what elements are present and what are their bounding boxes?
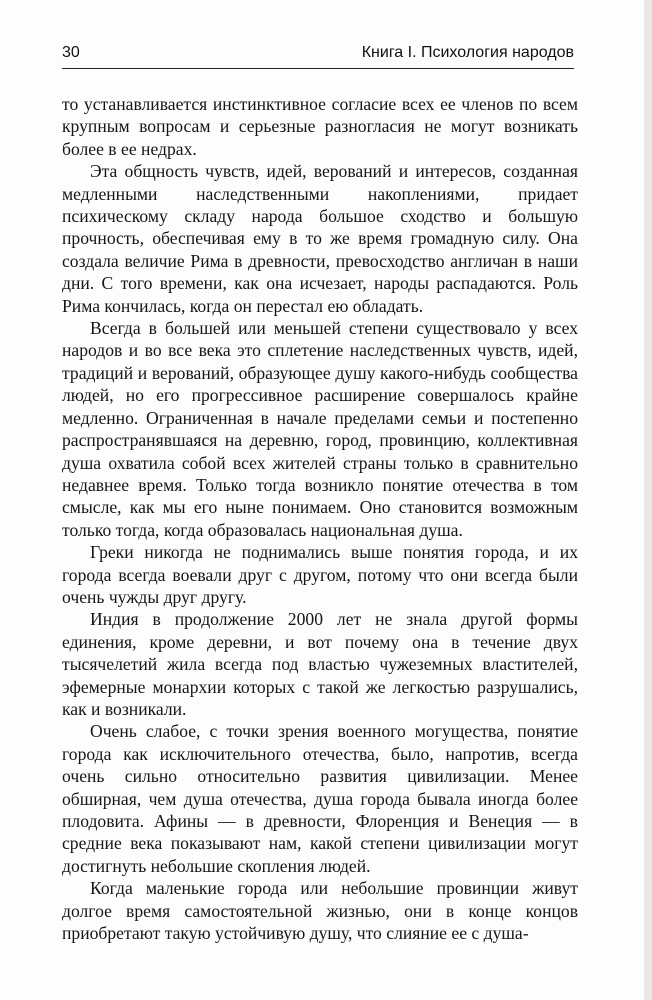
paragraph: Когда маленькие города или небольшие провинции живут долгое время самостоятельной жизнью, они в конце концов приобретают такую устойчивую душу, что слияние ее с душа- xyxy=(62,878,578,944)
page-number: 30 xyxy=(62,44,80,61)
paragraph: Всегда в большей или меньшей степени существовало у всех народов и во все века это сплетение наследственных чувств, идей, традиций и верований, образующее душу какого-нибудь сообщества людей, но его прогрессивное расширение совершалось крайне медленно. Ограниченная в начале пределами семьи и постепенно распространявшаяся на деревню, город, провинцию, коллективная душа охватила собой всех жителей страны только в сравнительно недавнее время. Только тогда возникло понятие отечества в том смысле, как мы его ныне понимаем. Оно становится возможным только тогда, когда образовалась национальная душа. xyxy=(62,318,578,540)
page-edge xyxy=(644,0,652,1000)
paragraph: Эта общность чувств, идей, верований и интересов, созданная медленными наследственными накоплениями, придает психическому складу народа большое сходство и большую прочность, обеспечивая ему в то же время громадную силу. Она создала величие Рима в древности, превосходство англичан в наши дни. С того времени, как она исчезает, народы распадаются. Роль Рима кончилась, когда он перестал ею обладать. xyxy=(62,161,578,316)
page-header xyxy=(62,40,574,69)
paragraph: Греки никогда не поднимались выше понятия города, и их города всегда воевали друг с другом, потому что они всегда были очень чужды друг другу. xyxy=(62,542,578,607)
body-text xyxy=(62,93,578,944)
paragraph: Индия в продолжение 2000 лет не знала другой формы единения, кроме деревни, и вот почему она в течение двух тысячелетий жила всегда под властью чужеземных властителей, эфемерные монархии которых с такой же легкостью разрушались, как и возникали. xyxy=(62,609,578,719)
running-title: Книга I. Психология народов xyxy=(361,44,574,61)
paragraph: то устанавливается инстинктивное согласие всех ее членов по всем крупным вопросам и серьезные разногласия не могут возникать более в ее недрах. xyxy=(62,94,578,159)
paragraph: Очень слабое, с точки зрения военного могущества, понятие города как исключительного отечества, было, напротив, всегда очень сильно относительно развития цивилизации. Менее обширная, чем душа отечества, душа города бывала иногда более плодовита. Афины — в древности, Флоренция и Венеция — в средние века показывают нам, какой степени цивилизации могут достигнуть небольшие скопления людей. xyxy=(62,721,578,876)
